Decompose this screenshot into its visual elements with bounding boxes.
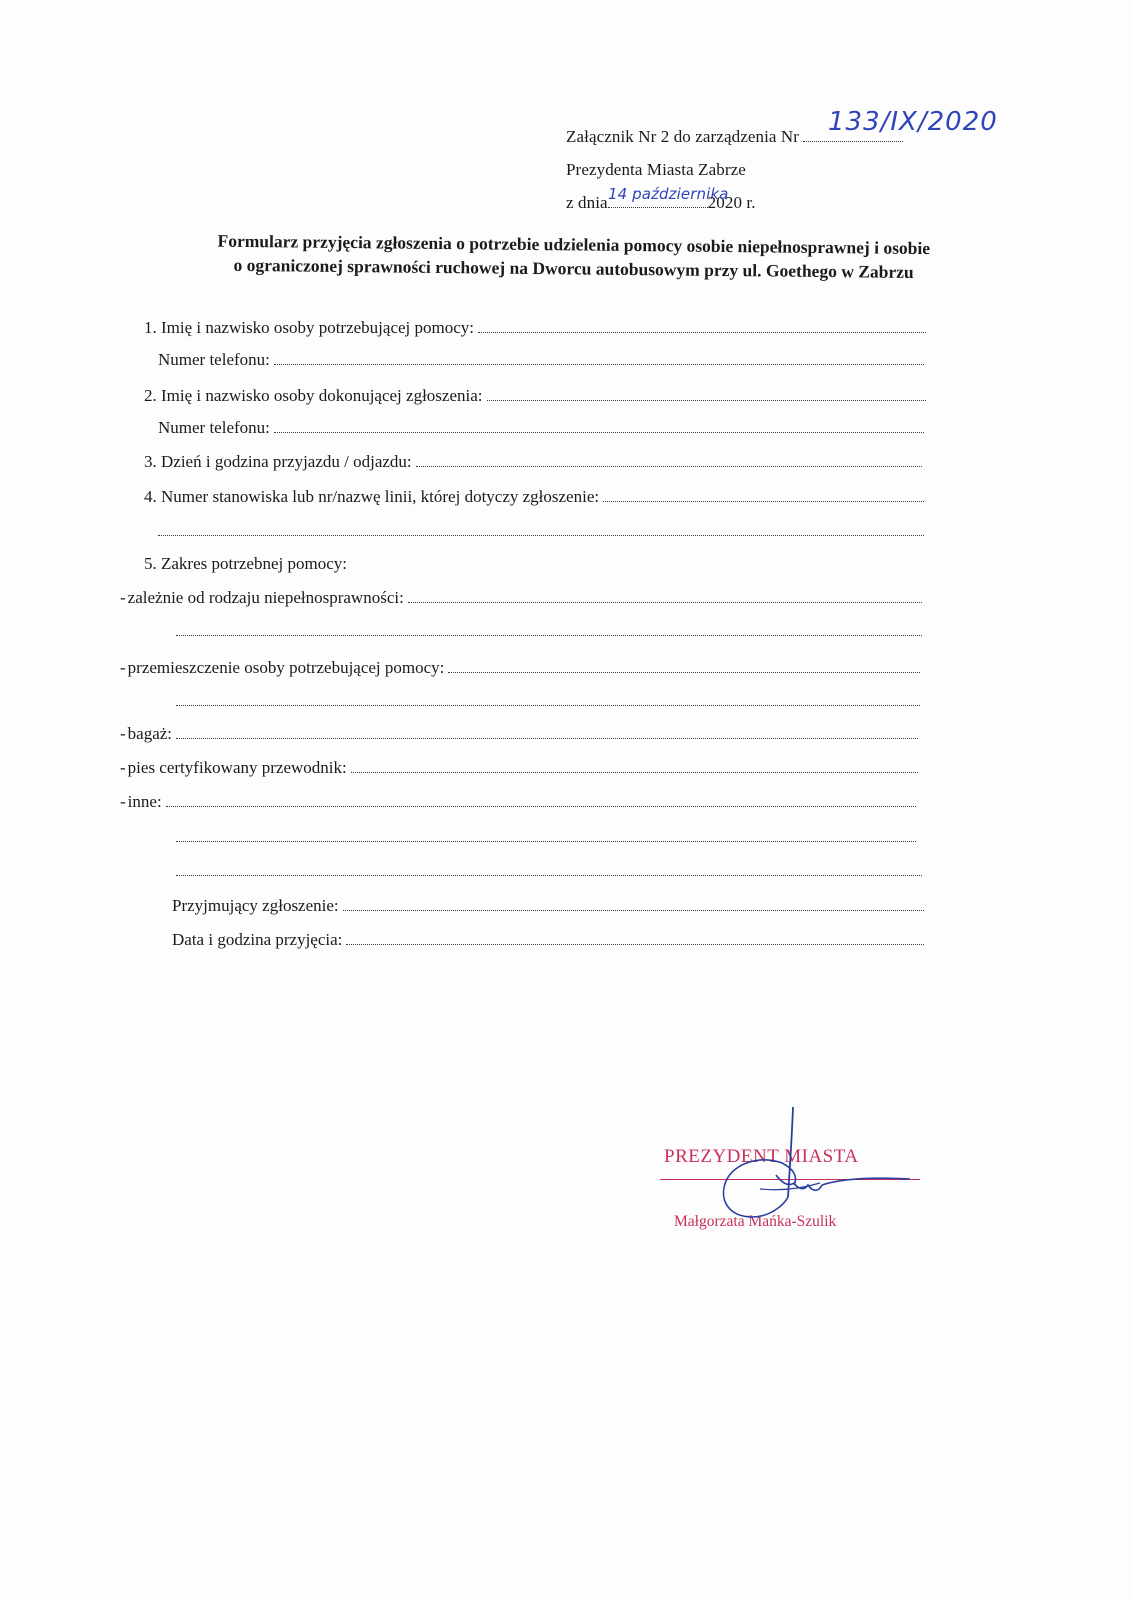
field-arrival-time (144, 452, 922, 476)
form-title (153, 228, 993, 285)
date-line (566, 186, 903, 219)
field-movement-continued (176, 692, 920, 716)
field-reporter-phone-input[interactable] (274, 419, 924, 433)
date-handwritten: 14 października (608, 185, 729, 203)
field-other-input[interactable] (166, 793, 916, 807)
field-stand-line-input-2[interactable] (158, 522, 924, 536)
field-person-phone-label: Numer telefonu: (158, 350, 270, 369)
field-arrival-time-input[interactable] (416, 453, 922, 467)
field-movement-input[interactable] (448, 659, 920, 673)
dash-marker: - (120, 792, 126, 811)
field-received-at-label: Data i godzina przyjęcia: (172, 930, 343, 949)
field-movement-input-2[interactable] (176, 692, 920, 706)
title-line-2: o ograniczonej sprawności ruchowej na Dworcu autobusowym przy ul. Goethego w Zabrzu (233, 254, 914, 282)
field-receiver (172, 896, 924, 920)
issuer: Prezydenta Miasta Zabrze (566, 160, 746, 179)
stamp-name: Małgorzata Mańka-Szulik (674, 1213, 837, 1230)
mayor-stamp (660, 1100, 960, 1250)
field-luggage (120, 724, 918, 748)
field-person-name-label: 1. Imię i nazwisko osoby potrzebującej pomocy: (144, 318, 474, 337)
field-other-label: inne: (127, 792, 162, 811)
annex-number-handwritten: 133/IX/2020 (828, 107, 998, 137)
field-movement-label: przemieszczenie osoby potrzebującej pomocy: (127, 658, 445, 677)
field-disability-type (120, 588, 922, 612)
title-line-1: Formularz przyjęcia zgłoszenia o potrzebie udzielenia pomocy osobie niepełnosprawnej i osobie (217, 230, 931, 259)
annex-header (566, 107, 998, 219)
field-received-at (172, 930, 924, 954)
stamp-divider (660, 1179, 920, 1180)
field-luggage-label: bagaż: (127, 724, 173, 743)
field-person-name (144, 318, 926, 342)
field-person-phone-input[interactable] (274, 351, 924, 365)
field-disability-type-input-2[interactable] (176, 622, 922, 636)
section-help-scope (144, 554, 544, 578)
annex-prefix: Załącznik Nr 2 do zarządzenia Nr (566, 127, 800, 146)
field-guide-dog (120, 758, 918, 782)
field-receiver-input[interactable] (343, 897, 924, 911)
field-other-continued-2 (176, 862, 922, 886)
field-guide-dog-label: pies certyfikowany przewodnik: (127, 758, 347, 777)
field-stand-line (144, 487, 924, 511)
date-prefix: z dnia (566, 193, 608, 212)
stamp-title: PREZYDENT MIASTA (664, 1146, 859, 1167)
field-reporter-phone-label: Numer telefonu: (158, 418, 270, 437)
annex-line (566, 107, 998, 153)
dash-marker: - (120, 658, 126, 677)
field-reporter-name-input[interactable] (487, 387, 927, 401)
field-disability-type-label: zależnie od rodzaju niepełnosprawności: (127, 588, 404, 607)
field-arrival-time-label: 3. Dzień i godzina przyjazdu / odjazdu: (144, 452, 412, 471)
field-person-name-input[interactable] (478, 319, 926, 333)
field-reporter-name-label: 2. Imię i nazwisko osoby dokonującej zgłoszenia: (144, 386, 483, 405)
field-person-phone (158, 350, 924, 374)
field-guide-dog-input[interactable] (351, 759, 918, 773)
field-stand-line-label: 4. Numer stanowiska lub nr/nazwę linii, której dotyczy zgłoszenie: (144, 487, 600, 506)
dash-marker: - (120, 724, 126, 743)
field-disability-type-input[interactable] (408, 589, 922, 603)
field-reporter-name (144, 386, 926, 410)
field-receiver-label: Przyjmujący zgłoszenie: (172, 896, 339, 915)
field-reporter-phone (158, 418, 924, 442)
field-stand-line-continued (158, 522, 924, 546)
field-luggage-input[interactable] (176, 725, 918, 739)
date-suffix: 2020 r. (707, 193, 756, 212)
section-help-scope-label: 5. Zakres potrzebnej pomocy: (144, 554, 347, 573)
dash-marker: - (120, 758, 126, 777)
field-stand-line-input[interactable] (603, 488, 924, 502)
field-other-input-3[interactable] (176, 862, 922, 876)
dash-marker: - (120, 588, 126, 607)
field-other-continued-1 (176, 828, 916, 852)
field-other (120, 792, 916, 816)
field-other-input-2[interactable] (176, 828, 916, 842)
field-movement (120, 658, 920, 682)
field-disability-type-continued (176, 622, 922, 646)
field-received-at-input[interactable] (346, 931, 924, 945)
